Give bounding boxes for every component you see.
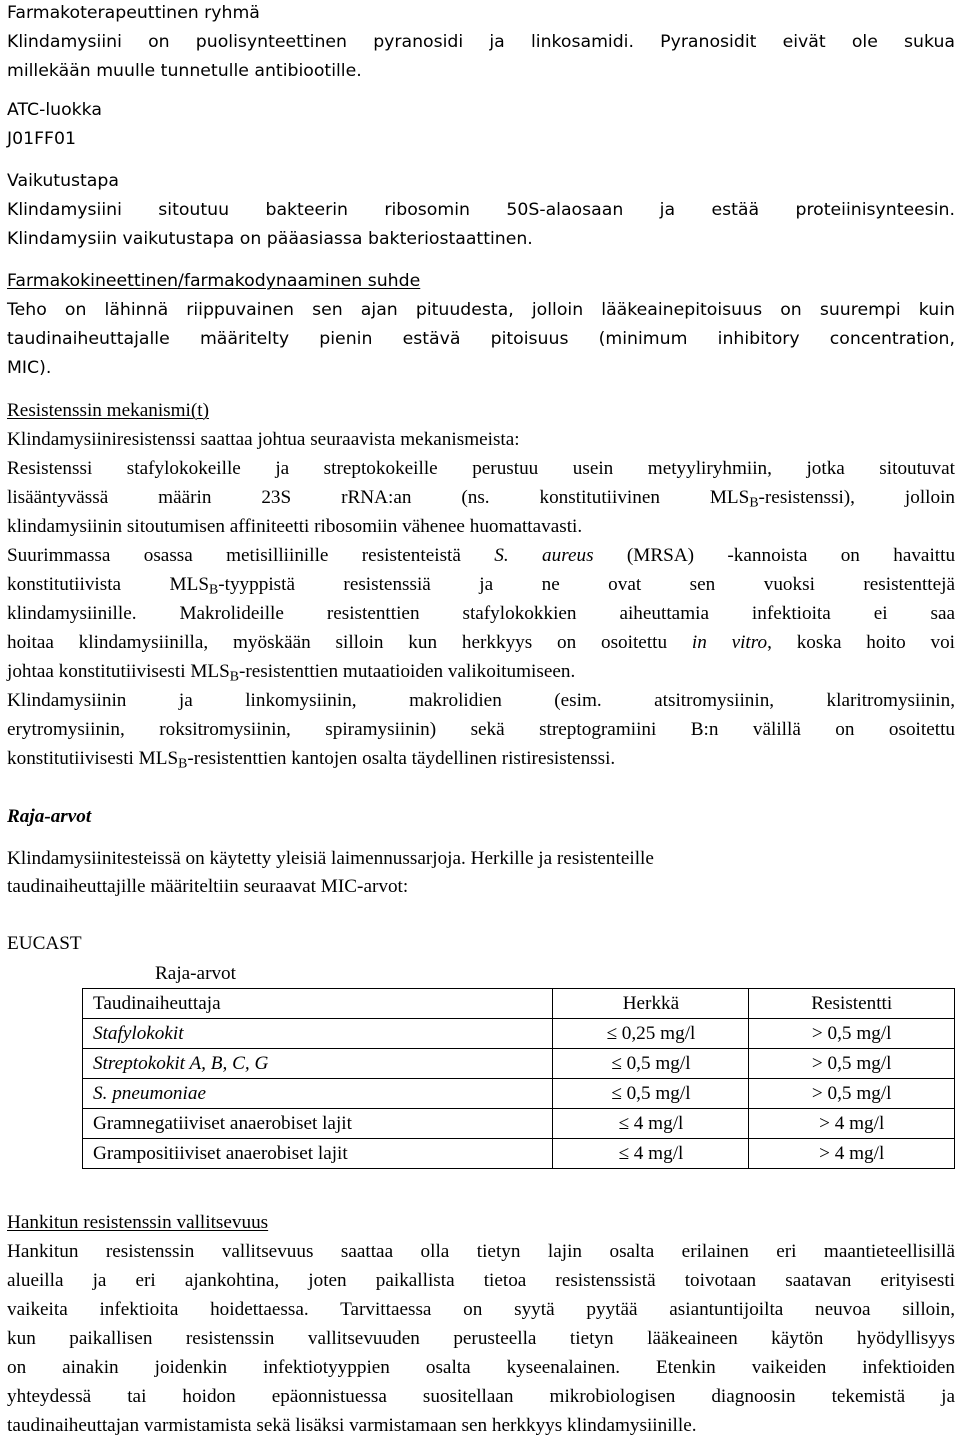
paragraph-line: kun paikallisen resistenssin vallitsevuuden perusteella tietyn lääkeaineen käytön hyödyllisyys [7,1328,955,1349]
susceptible-cell: ≤ 4 mg/l [553,1109,749,1139]
paragraph-line: Klindamysiini on puolisynteettinen pyranosidi ja linkosamidi. Pyranosidit eivät ole sukua [7,32,955,52]
text-run: Suurimmassa osassa metisilliinille resistenteistä [7,545,461,566]
section-heading-resistance: Resistenssin mekanismi(t) [7,400,209,421]
paragraph-line: alueilla ja eri ajankohtina, joten paikallista tietoa resistenssistä toivotaan saatavan erityisesti [7,1270,955,1291]
paragraph-line: Klindamysiiniresistenssi saattaa johtua seuraavista mekanismeista: [7,429,520,450]
paragraph-line: Teho on lähinnä riippuvainen sen ajan pituudesta, jolloin lääkeainepitoisuus on suurempi kuin [7,300,955,320]
paragraph-line: Resistenssi stafylokokeille ja streptokokeille perustuu usein metyyliryhmiin, jotka sitoutuvat [7,458,955,479]
atc-code: J01FF01 [7,129,76,149]
section-heading-breakpoints: Raja-arvot [7,806,92,827]
pathogen-cell: Streptokokit A, B, C, G [83,1049,553,1079]
paragraph-line [7,487,955,510]
paragraph-line: yhteydessä tai hoidon epäonnistuessa suositellaan mikrobiologisen diagnoosin tekemistä ja [7,1386,955,1407]
table-row [83,1049,955,1079]
paragraph-line: klindamysiinin sitoutumisen affiniteetti ribosomiin vähenee huomattavasti. [7,516,583,537]
section-heading-atc: ATC-luokka [7,100,102,120]
paragraph-line: taudinaiheuttajan varmistamista sekä lisäksi varmistamaan sen herkkyys klindamysiinille. [7,1415,697,1436]
section-heading-pk-pd: Farmakokineettinen/farmakodynaaminen suhde [7,271,421,291]
text-run: konstitutiivisesti MLS [7,748,179,769]
text-run: hoitaa klindamysiinilla, myöskään silloin kun herkkyys on osoitettu [7,632,668,653]
paragraph-line: MIC). [7,358,52,378]
text-run: , koska hoito voi [767,632,956,653]
pathogen-cell: Grampositiiviset anaerobiset lajit [83,1139,553,1169]
eucast-label: EUCAST [7,933,82,954]
susceptible-cell: ≤ 0,25 mg/l [553,1019,749,1049]
paragraph-line: millekään muulle tunnetulle antibiootille. [7,61,362,81]
table-row [83,1079,955,1109]
text-run: -resistenssi), jolloin [758,487,955,508]
table-row [83,1019,955,1049]
text-run: (MRSA) -kannoista on havaittu [626,545,956,566]
italic-term: in vitro [691,632,768,653]
subscript: B [209,581,219,597]
mic-breakpoints-table [82,988,955,1169]
resistant-cell: > 4 mg/l [749,1109,955,1139]
paragraph-line [7,661,576,684]
paragraph-line: klindamysiinille. Makrolideille resistenttien stafylokokkien aiheuttamia infektioita ei saa [7,603,955,624]
text-run: lisääntyvässä määrin 23S rRNA:an (ns. konstitutiivinen MLS [7,487,750,508]
subscript: B [178,755,188,771]
column-header: Herkkä [553,989,749,1019]
pathogen-cell: Gramnegatiiviset anaerobiset lajit [83,1109,553,1139]
resistant-cell: > 0,5 mg/l [749,1019,955,1049]
pathogen-cell: S. pneumoniae [83,1079,553,1109]
paragraph-line: vaikeita infektioita hoidettaessa. Tarvittaessa on syytä pyytää asiantuntijoilta neuvoa silloin, [7,1299,955,1320]
paragraph-line: Klindamysiinin ja linkomysiinin, makrolidien (esim. atsitromysiinin, klaritromysiinin, [7,690,955,711]
text-run: -resistenttien kantojen osalta täydellinen ristiresistenssi. [187,748,616,769]
paragraph-line: Klindamysiini sitoutuu bakteerin ribosomin 50S-alaosaan ja estää proteiinisynteesin. [7,200,955,220]
italic-species: S. [494,545,509,566]
paragraph-line [7,574,955,597]
subscript: B [229,668,240,684]
susceptible-cell: ≤ 4 mg/l [553,1139,749,1169]
table-caption: Raja-arvot [155,963,236,984]
section-heading-mechanism: Vaikutustapa [7,171,119,191]
section-heading-prevalence: Hankitun resistenssin vallitsevuus [7,1212,269,1233]
table-header-row [83,989,955,1019]
text-run: -resistenttien mutaatioiden valikoitumiseen. [239,661,576,682]
susceptible-cell: ≤ 0,5 mg/l [553,1079,749,1109]
paragraph-line: on ainakin joidenkin infektiotyyppien osalta kyseenalainen. Etenkin vaikeiden infektioiden [7,1357,955,1378]
section-heading-pharmacotherapeutic-group: Farmakoterapeuttinen ryhmä [7,3,260,23]
paragraph-line: Klindamysiinitesteissä on käytetty yleisiä laimennussarjoja. Herkille ja resistenteille [7,848,654,869]
pathogen-cell: Stafylokokit [83,1019,553,1049]
text-run: konstitutiivista MLS [7,574,209,595]
paragraph-line [7,633,955,652]
resistant-cell: > 0,5 mg/l [749,1079,955,1109]
resistant-cell: > 0,5 mg/l [749,1049,955,1079]
susceptible-cell: ≤ 0,5 mg/l [553,1049,749,1079]
paragraph-line: erytromysiinin, roksitromysiinin, spiramysiinin) sekä streptogramiini B:n välillä on osoitettu [7,719,955,740]
column-header: Resistentti [749,989,955,1019]
resistant-cell: > 4 mg/l [749,1139,955,1169]
paragraph-line: Klindamysiin vaikutustapa on pääasiassa bakteriostaattinen. [7,229,533,249]
paragraph-line [7,748,616,771]
table-row [83,1139,955,1169]
table-row [83,1109,955,1139]
paragraph-line: Hankitun resistenssin vallitsevuus saattaa olla tietyn lajin osalta erilainen eri maantieteellisillä [7,1241,955,1262]
italic-species: aureus [542,545,594,566]
text-run: johtaa konstitutiivisesti MLS [7,661,230,682]
subscript: B [749,494,759,510]
column-header: Taudinaiheuttaja [83,989,553,1019]
paragraph-line: taudinaiheuttajille määriteltiin seuraavat MIC-arvot: [7,876,409,897]
text-run: -tyyppistä resistenssiä ja ne ovat sen vuoksi resistenttejä [218,574,955,595]
paragraph-line: taudinaiheuttajalle määritelty pienin estävä pitoisuus (minimum inhibitory concentration, [7,329,955,349]
paragraph-line [7,546,955,565]
